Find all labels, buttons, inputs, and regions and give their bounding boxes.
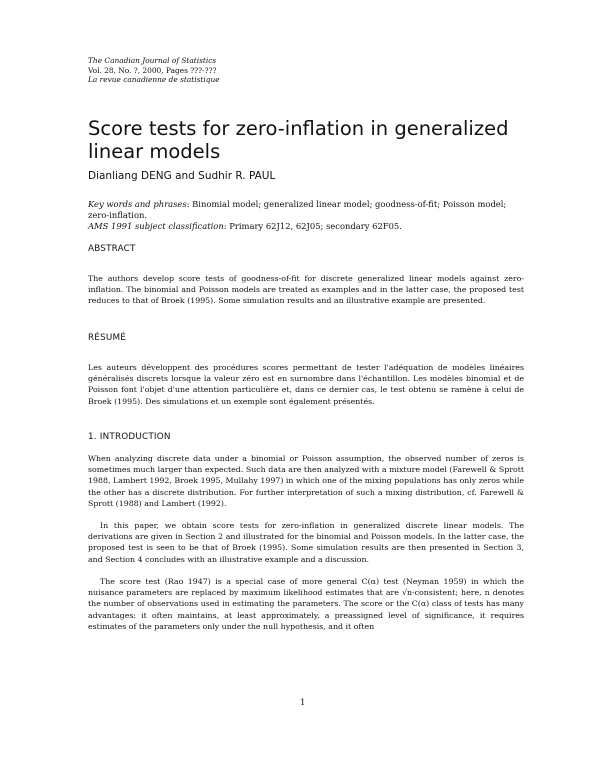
journal-header	[88, 56, 220, 85]
journal-name: The Canadian Journal of Statistics	[88, 56, 217, 65]
intro-paragraph-2: In this paper, we obtain score tests for zero-inflation in generalized discrete linear models. The derivations are given in Section 2 and illustrated for the binomial and Poisson models. In the latter case, the proposed test is seen to be that of Broek (1995). Some simulation results are then presented in Section 3, and Section 4 concludes with an illustrative example and a discussion.	[88, 521, 524, 564]
resume-text: Les auteurs développent des procédures scores permettant de tester l'adéquation de modèles linéaires généralisés discrets lorsque la valeur zéro est en surnombre dans l'échantillon. Les modèles binomial et de Poisson font l'objet d'une attention particulière et, dans ce dernier cas, le test obtenu se ramène à celui de Broek (1995). Des simulations et un exemple sont également présentés.	[88, 363, 524, 406]
journal-french-name: La revue canadienne de statistique	[88, 75, 220, 85]
authors: Dianliang DENG and Sudhir R. PAUL	[88, 170, 276, 182]
intro-paragraph-3: The score test (Rao 1947) is a special case of more general C(α) test (Neyman 1959) in which the nuisance parameters are replaced by maximum likelihood estimates that are √n-consistent; here, n denotes the number of observations used in estimating the parameters. The score or the C(α) class of tests has many advantages: it often maintains, at least approximately, a preassigned level of significance, it requires estimates of the parameters only under the null hypothesis, and it often	[88, 577, 524, 631]
keywords-text: : Binomial model; generalized linear model; goodness-of-fit; Poisson model; zero-inflation.	[88, 199, 507, 221]
intro-paragraph-1: When analyzing discrete data under a binomial or Poisson assumption, the observed number of zeros is sometimes much larger than expected. Such data are then analyzed with a mixture model (Farewell & Sprott 1988, Lambert 1992, Broek 1995, Mullahy 1997) in which one of the mixing populations has only zeros while the other has a discrete distribution. For further interpretation of such a mixing distribution, cf. Farewell & Sprott (1988) and Lambert (1992).	[88, 454, 524, 508]
ams-line	[88, 221, 524, 232]
ams-label: AMS 1991 subject classification	[88, 221, 224, 232]
resume-heading: RÉSUMÉ	[88, 333, 127, 343]
keywords-label: Key words and phrases	[88, 199, 187, 209]
ams-text: : Primary 62J12, 62J05; secondary 62F05.	[223, 221, 402, 232]
abstract-text: The authors develop score tests of goodness-of-fit for discrete generalized linear models against zero-inflation. The binomial and Poisson models are treated as examples and in the latter case, the proposed test reduces to that of Broek (1995). Some simulation results and an illustrative example are presented.	[88, 274, 524, 306]
page-number: 1	[300, 698, 306, 708]
journal-volume: Vol. 28, No. ?, 2000, Pages ???-???	[88, 65, 217, 75]
keywords-block	[88, 199, 524, 233]
keywords-line	[88, 199, 524, 221]
introduction-heading: 1. INTRODUCTION	[88, 432, 171, 442]
paper-title: Score tests for zero-inflation in generalized linear models	[88, 117, 509, 163]
abstract-heading: ABSTRACT	[88, 244, 136, 254]
